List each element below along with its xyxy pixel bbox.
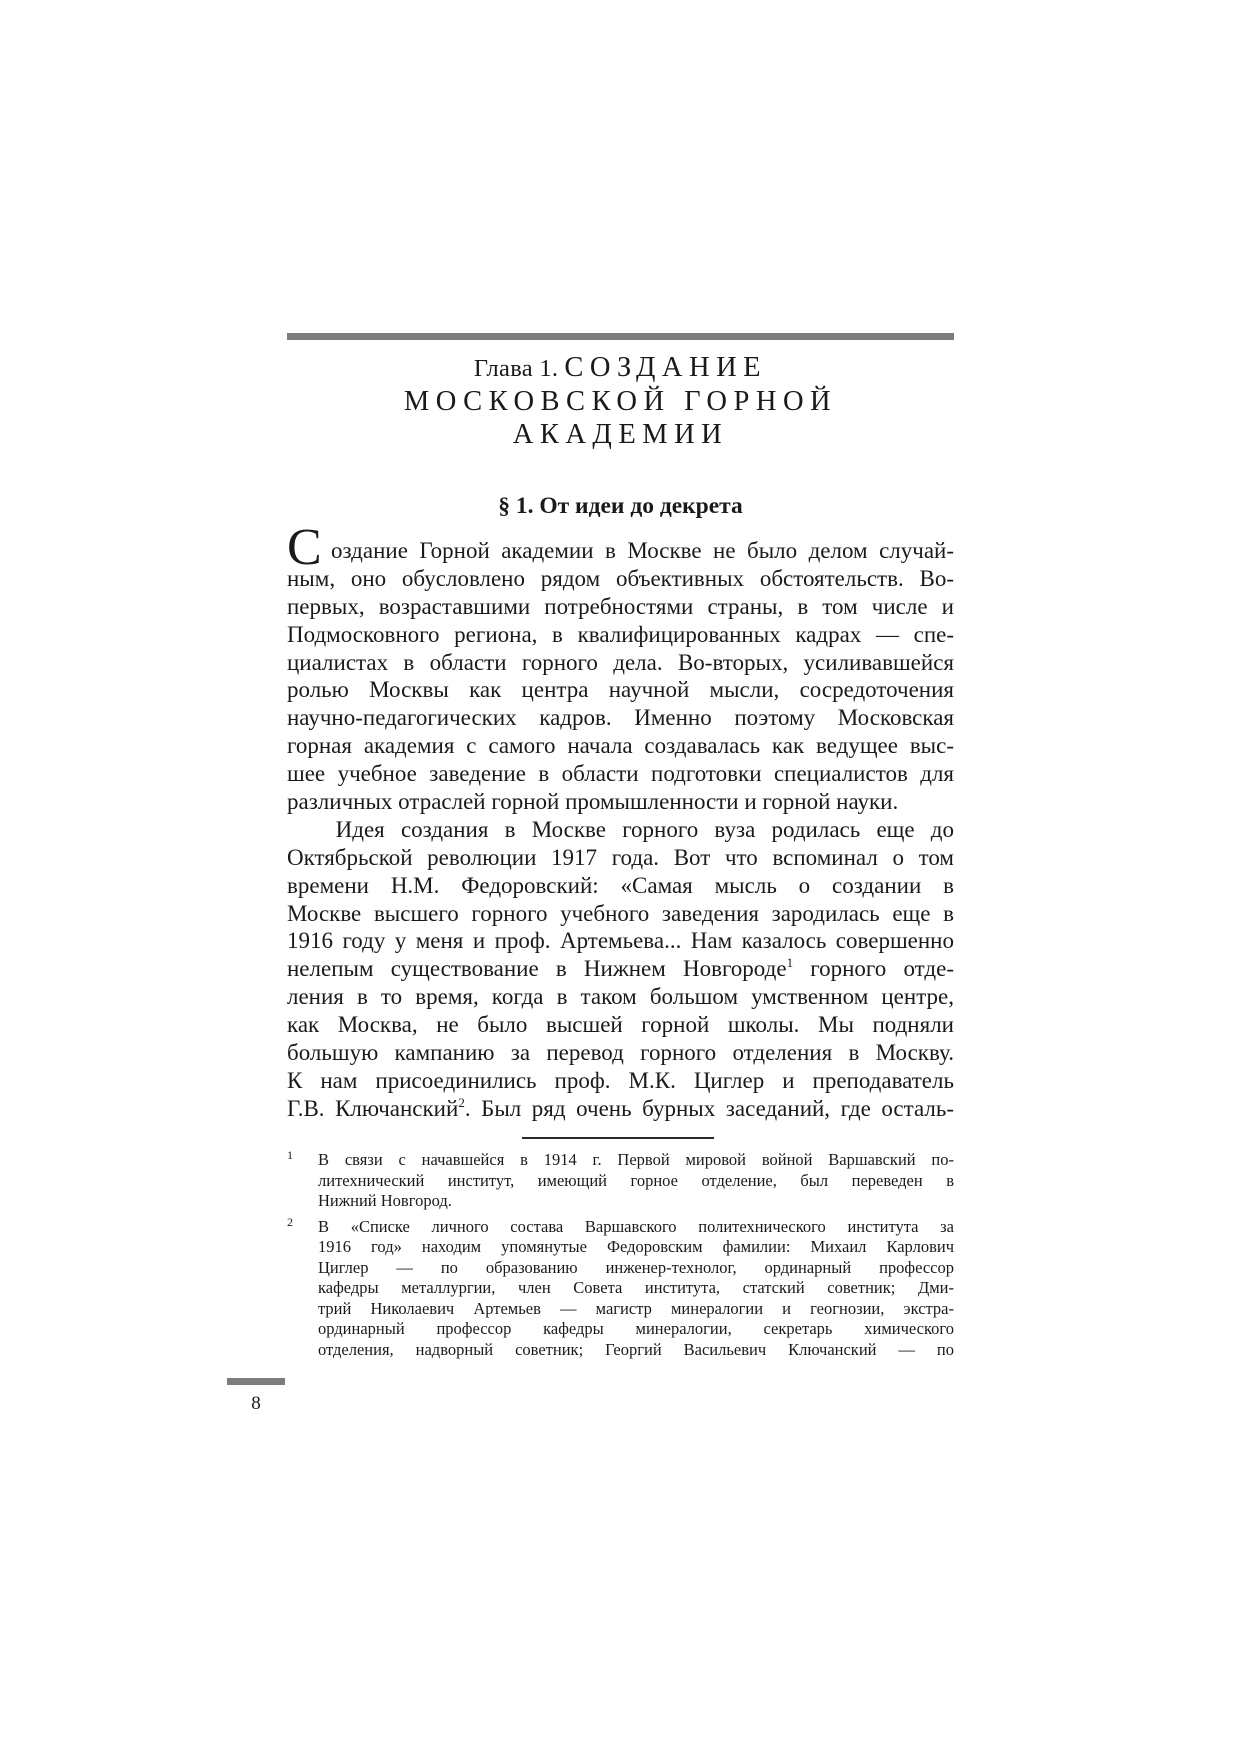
body-line-text: Г.В. Ключанский xyxy=(287,1095,459,1121)
body-line: Идея создания в Москве горного вуза родилась еще до xyxy=(287,816,954,842)
body-line: научно-педагогических кадров. Именно поэтому Московская xyxy=(287,705,954,731)
body-line: Подмосковного региона, в квалифицированных кадрах — спе- xyxy=(287,621,954,647)
footnote-line: трий Николаевич Артемьев — магистр минералогии и геогнозии, экстра- xyxy=(318,1298,954,1318)
body-line: большую кампанию за перевод горного отделения в Москву. xyxy=(287,1040,954,1066)
chapter-title-line-1 xyxy=(287,351,954,385)
chapter-title xyxy=(287,351,954,451)
footnote-line: В «Списке личного состава Варшавского политехнического института за xyxy=(318,1216,954,1236)
footnote-line: В связи с начавшейся в 1914 г. Первой мировой войной Варшавский по- xyxy=(318,1150,954,1169)
footnote-number: 2 xyxy=(287,1214,293,1229)
footnote-line: Нижний Новгород. xyxy=(318,1191,452,1210)
footnote-1 xyxy=(287,1150,954,1212)
footnote-line: ординарный профессор кафедры минералогии, секретарь химического xyxy=(318,1319,954,1338)
body-text xyxy=(287,537,954,1123)
chapter-top-rule xyxy=(287,333,954,340)
footnote-line: отделения, надворный советник; Георгий Васильевич Ключанский — по xyxy=(318,1339,954,1359)
body-line: оздание Горной академии в Москве не было делом случай- xyxy=(331,538,954,563)
body-line-tail: горного отде- xyxy=(793,956,954,982)
body-line: ления в то время, когда в таком большом умственном центре, xyxy=(287,984,954,1010)
footnote-ref-2[interactable]: 2 xyxy=(458,1094,465,1110)
chapter-title-line-2: МОСКОВСКОЙ ГОРНОЙ xyxy=(403,386,838,417)
body-line-tail: . Был ряд очень бурных заседаний, где осталь- xyxy=(464,1095,954,1121)
body-line: Москве высшего горного учебного заведения зародилась еще в xyxy=(287,900,954,926)
body-line: ролью Москвы как центра научной мысли, сосредоточения xyxy=(287,677,954,703)
body-line-with-footnote-1 xyxy=(287,955,954,983)
body-line: первых, возраставшими потребностями страны, в том числе и xyxy=(287,593,954,619)
body-line-text: нелепым существование в Нижнем Новгороде xyxy=(287,956,787,982)
chapter-title-word-1: СОЗДАНИЕ xyxy=(564,352,768,383)
page-number-rule xyxy=(227,1378,285,1385)
section-title: § 1. От идеи до декрета xyxy=(498,493,743,519)
footnote-separator xyxy=(522,1137,714,1139)
footnote-line: кафедры металлургии, член Совета института, статский советник; Дми- xyxy=(318,1278,954,1297)
body-line: горная академия с самого начала создавалась как ведущее выс- xyxy=(287,733,954,759)
chapter-title-line-3: АКАДЕМИИ xyxy=(512,419,729,450)
page-number: 8 xyxy=(251,1393,261,1414)
chapter-prefix: Глава 1. xyxy=(473,355,559,382)
footnote-ref-1[interactable]: 1 xyxy=(786,955,794,971)
body-line: как Москва, не было высшей горной школы. Мы подняли xyxy=(287,1012,954,1038)
body-line: шее учебное заведение в области подготовки специалистов для xyxy=(287,761,954,787)
footnote-line: Циглер — по образованию инженер-технолог, ординарный профессор xyxy=(318,1257,954,1277)
body-line: Октябрьской революции 1917 года. Вот что вспоминал о том xyxy=(287,844,954,870)
footnote-2 xyxy=(287,1214,954,1361)
body-line: ным, оно обусловлено рядом объективных обстоятельств. Во- xyxy=(287,565,954,591)
footnote-line: 1916 год» находим упомянутые Федоровским фамилии: Михаил Карлович xyxy=(318,1237,954,1256)
drop-cap: С xyxy=(287,519,322,576)
body-line: времени Н.М. Федоровский: «Самая мысль о создании в xyxy=(287,872,954,898)
body-line: различных отраслей горной промышленности и горной науки. xyxy=(287,789,899,815)
body-line-with-footnote-2 xyxy=(287,1095,954,1123)
footnote-number: 1 xyxy=(287,1148,293,1162)
body-line: К нам присоединились проф. М.К. Циглер и преподаватель xyxy=(287,1067,954,1093)
body-line: циалистах в области горного дела. Во-вторых, усиливавшейся xyxy=(287,649,954,675)
footnotes xyxy=(287,1150,954,1365)
body-line: 1916 году у меня и проф. Артемьева... Нам казалось совершенно xyxy=(287,928,954,954)
footnote-line: литехнический институт, имеющий горное отделение, был переведен в xyxy=(318,1170,954,1190)
